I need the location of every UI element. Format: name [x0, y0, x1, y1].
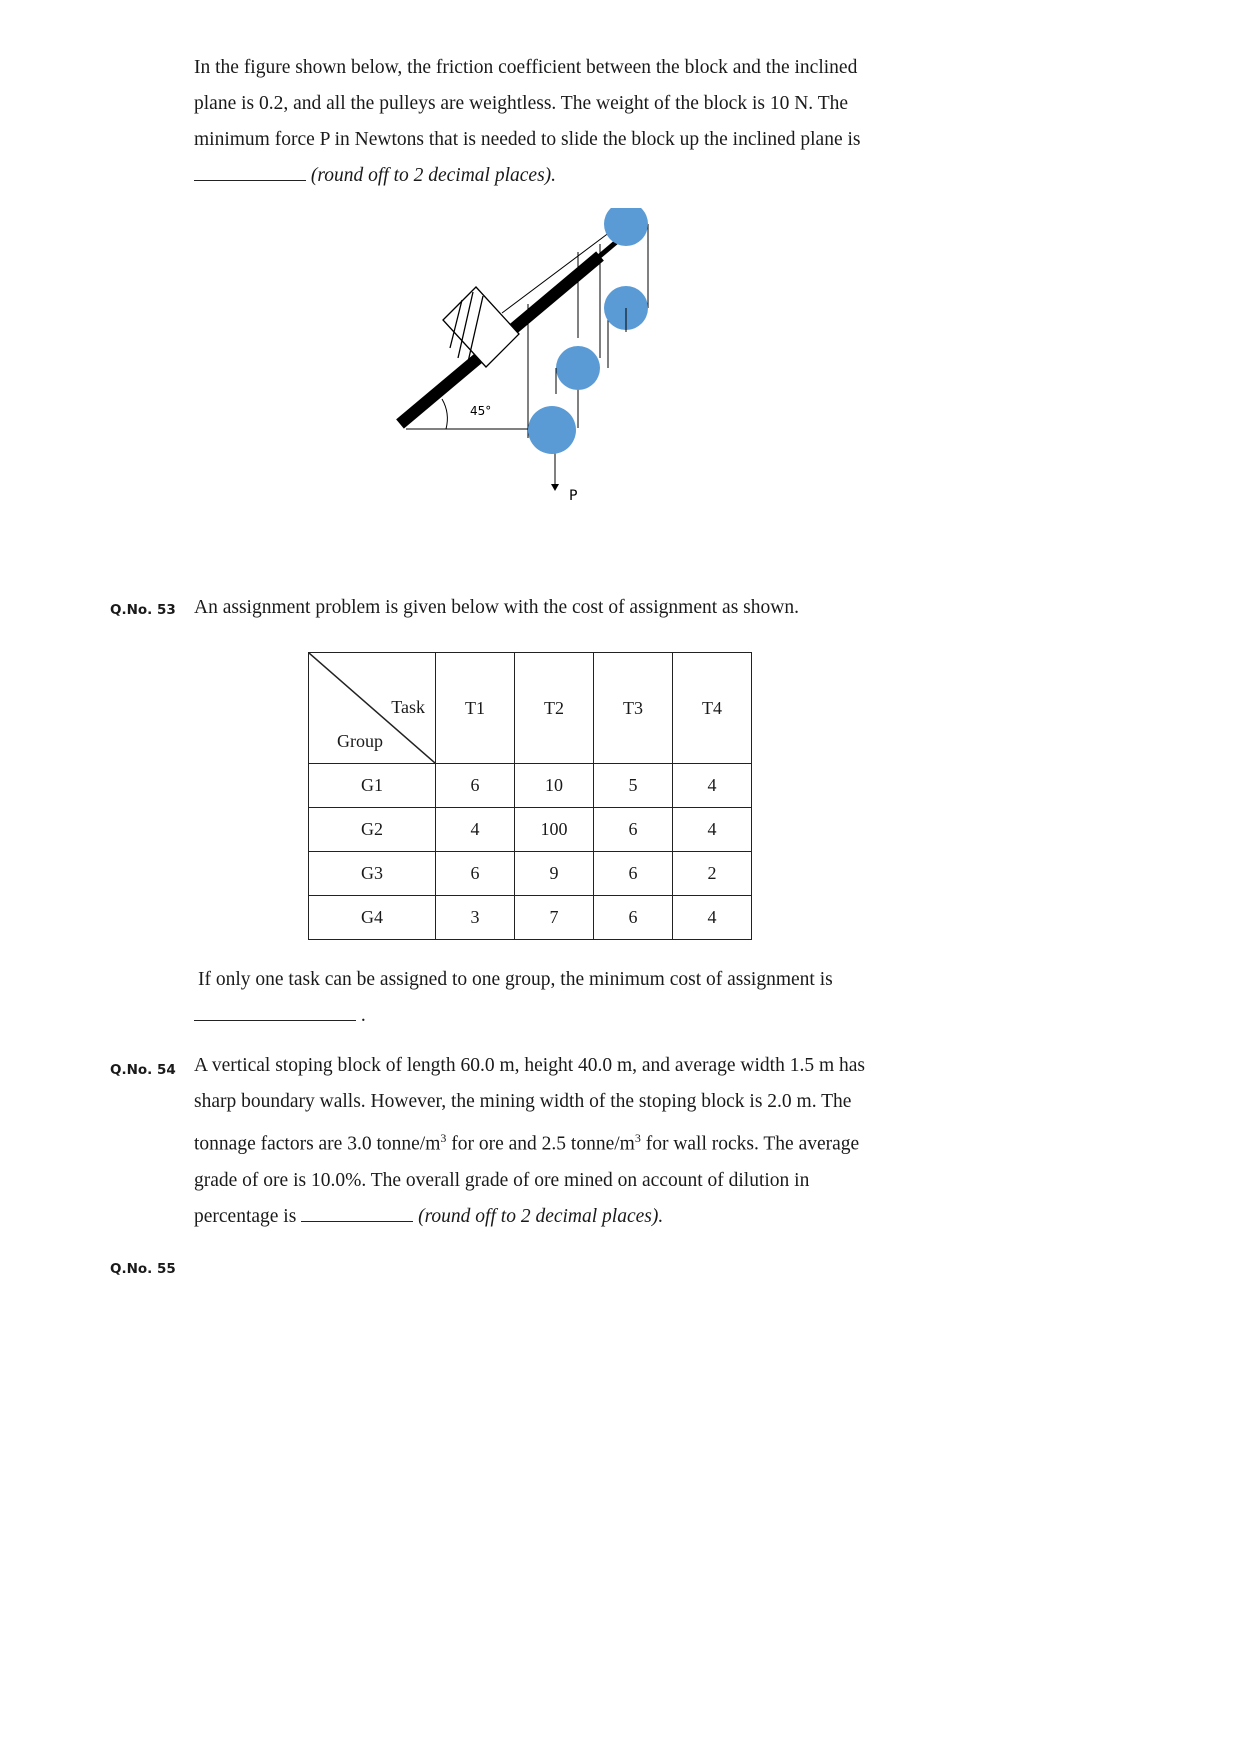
q54-line-5-text: percentage is — [194, 1205, 297, 1227]
q55-number: Q.No. 55 — [110, 1261, 176, 1277]
table-row — [309, 808, 752, 852]
angle-label: 45° — [470, 404, 492, 418]
table-row — [309, 852, 752, 896]
cost-cell: 7 — [515, 896, 594, 940]
inclined-plane-pulley-diagram — [380, 208, 720, 568]
q54-line-3a: tonnage factors are 3.0 tonne/m — [194, 1133, 441, 1155]
group-cell: G4 — [309, 896, 436, 940]
q53-intro — [194, 590, 912, 626]
cost-cell: 4 — [673, 896, 752, 940]
q54-line-3b: for ore and 2.5 tonne/m — [446, 1133, 635, 1155]
q52-figure — [380, 208, 720, 568]
q53-answer-line: . — [198, 998, 912, 1034]
q54-line-3c: for wall rocks. The average — [640, 1133, 860, 1155]
force-label: P — [569, 488, 578, 504]
q53-number: Q.No. 53 — [110, 602, 176, 618]
q54-number: Q.No. 54 — [110, 1062, 176, 1078]
q53-answer-blank — [194, 1000, 356, 1021]
cost-cell: 6 — [594, 808, 673, 852]
q52-round-note: (round off to 2 decimal places). — [310, 165, 557, 186]
table-header-cell: T3 — [594, 653, 673, 764]
table-header-cell: T1 — [436, 653, 515, 764]
hatched-block — [443, 287, 519, 367]
q52-line-4 — [194, 158, 912, 194]
q54-line-4: grade of ore is 10.0%. The overall grade of ore mined on account of dilution in — [194, 1169, 810, 1191]
q52-answer-blank — [194, 160, 306, 181]
corner-group-label: Group — [337, 731, 383, 751]
q54-line-1: A vertical stoping block of length 60.0 m, height 40.0 m, and average width 1.5 m has — [194, 1055, 865, 1076]
table-row — [309, 896, 752, 940]
pulley-third — [556, 346, 600, 390]
angle-arc — [442, 399, 447, 429]
cost-cell: 5 — [594, 764, 673, 808]
table-corner-cell — [309, 653, 436, 764]
q52-text — [194, 50, 912, 194]
pulley-bottom — [528, 406, 576, 454]
q52-line-1: In the figure shown below, the friction coefficient between the block and the inclined — [194, 57, 858, 78]
pulleys — [528, 208, 648, 454]
q54-answer-blank — [301, 1201, 413, 1222]
cost-cell: 4 — [673, 808, 752, 852]
group-cell: G1 — [309, 764, 436, 808]
q54-line-5 — [194, 1199, 912, 1235]
cost-cell: 10 — [515, 764, 594, 808]
pulley-top — [604, 208, 648, 246]
group-cell: G2 — [309, 808, 436, 852]
cost-cell: 100 — [515, 808, 594, 852]
cost-cell: 2 — [673, 852, 752, 896]
cost-cell: 6 — [436, 852, 515, 896]
q54-text — [194, 1048, 912, 1235]
cost-cell: 9 — [515, 852, 594, 896]
q52-line-2: plane is 0.2, and all the pulleys are weightless. The weight of the block is 10 N. The — [194, 93, 849, 114]
rope-block-to-top-pulley — [502, 226, 618, 313]
cost-cell: 4 — [436, 808, 515, 852]
assignment-cost-table — [308, 652, 752, 940]
cost-cell: 6 — [594, 896, 673, 940]
cost-cell: 6 — [594, 852, 673, 896]
table-header-row — [309, 653, 752, 764]
q52-line-3: minimum force P in Newtons that is needed to slide the block up the inclined plane is — [194, 129, 861, 150]
table-row — [309, 764, 752, 808]
q53-question — [198, 962, 912, 1034]
table-header-cell: T4 — [673, 653, 752, 764]
q54-line-2: sharp boundary walls. However, the mining width of the stoping block is 2.0 m. The — [194, 1091, 852, 1112]
force-arrow-head — [551, 484, 559, 491]
q53-question-text: If only one task can be assigned to one group, the minimum cost of assignment is — [198, 969, 833, 990]
cost-cell: 3 — [436, 896, 515, 940]
cost-cell: 6 — [436, 764, 515, 808]
q54-line-3: tonnage factors are 3.0 tonne/$m^3$ for ore and 2.5 tonne/$m^3$ for wall rocks. The average — [194, 1131, 860, 1155]
cost-cell: 4 — [673, 764, 752, 808]
table-header-cell: T2 — [515, 653, 594, 764]
corner-task-label: Task — [391, 697, 425, 717]
group-cell: G3 — [309, 852, 436, 896]
q53-intro-text: An assignment problem is given below with the cost of assignment as shown. — [194, 597, 799, 618]
q54-round-note: (round off to 2 decimal places). — [418, 1205, 664, 1227]
